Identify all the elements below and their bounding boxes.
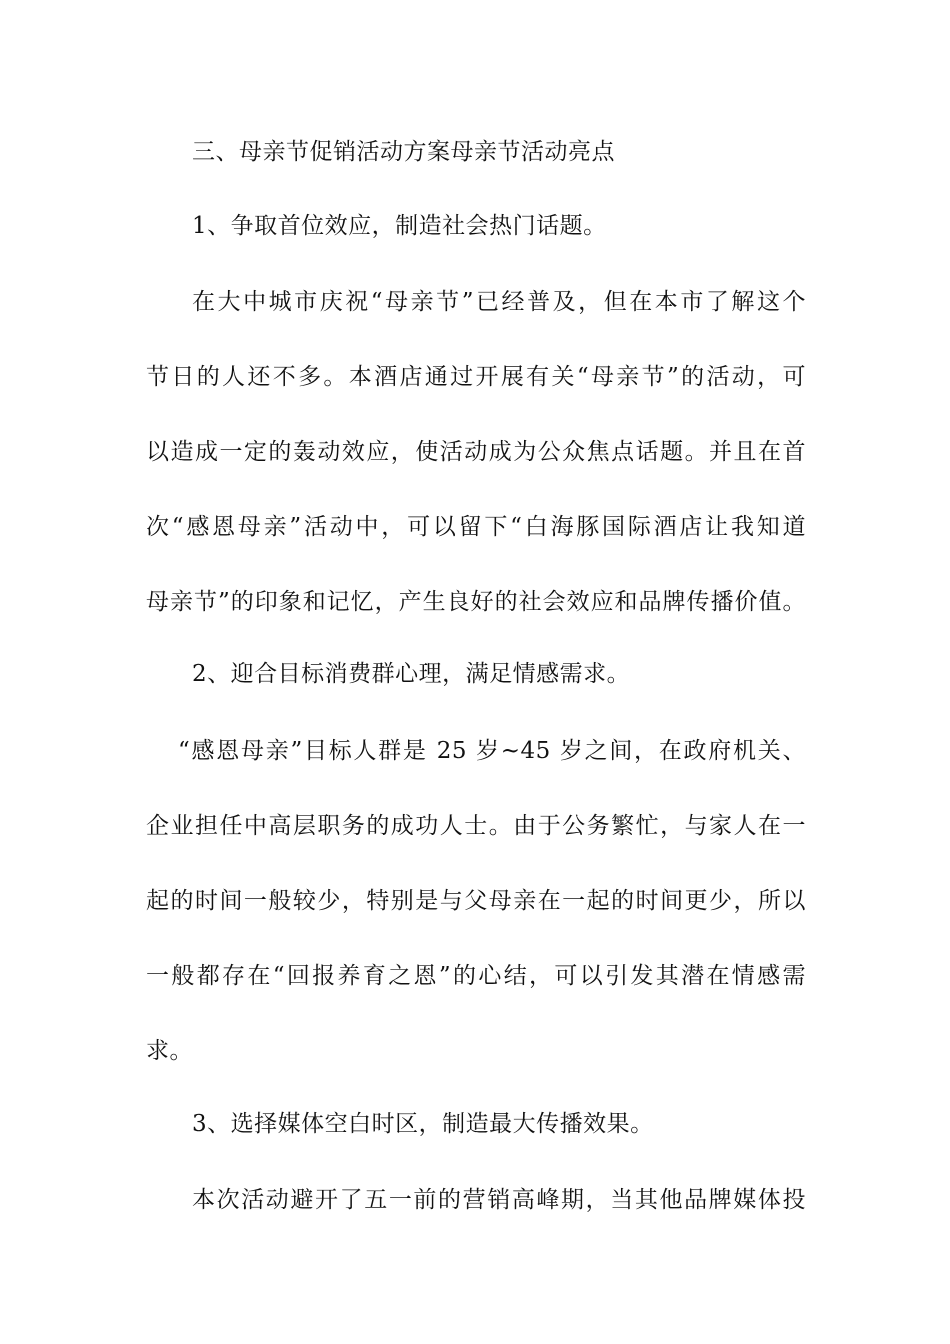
paragraph-line: 在大中城市庆祝“母亲节”已经普及，但在本市了解这个 [192, 289, 806, 315]
paragraph-line: 次“感恩母亲”活动中，可以留下“白海豚国际酒店让我知道 [146, 514, 806, 540]
section-heading: 三、母亲节促销活动方案母亲节活动亮点 [192, 139, 615, 165]
subheading-3: 3、选择媒体空白时区，制造最大传播效果。 [192, 1111, 654, 1137]
paragraph-line: 求。 [146, 1038, 193, 1064]
paragraph-line: 节日的人还不多。本酒店通过开展有关“母亲节”的活动，可 [146, 364, 806, 390]
paragraph-line: 企业担任中高层职务的成功人士。由于公务繁忙，与家人在一 [146, 813, 806, 839]
subheading-1: 1、争取首位效应，制造社会热门话题。 [192, 213, 607, 239]
paragraph-line: 起的时间一般较少，特别是与父母亲在一起的时间更少，所以 [146, 888, 806, 914]
subheading-2: 2、迎合目标消费群心理，满足情感需求。 [192, 661, 631, 687]
paragraph-line: 母亲节”的印象和记忆，产生良好的社会效应和品牌传播价值。 [146, 589, 806, 615]
paragraph-line: 本次活动避开了五一前的营销高峰期，当其他品牌媒体投 [192, 1187, 806, 1213]
paragraph-line: 一般都存在“回报养育之恩”的心结，可以引发其潜在情感需 [146, 963, 806, 989]
paragraph-line: “感恩母亲”目标人群是 25 岁~45 岁之间，在政府机关、 [178, 738, 806, 764]
paragraph-line: 以造成一定的轰动效应，使活动成为公众焦点话题。并且在首 [146, 439, 806, 465]
